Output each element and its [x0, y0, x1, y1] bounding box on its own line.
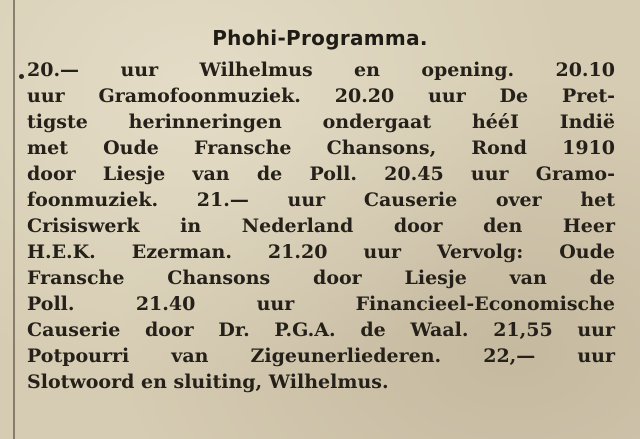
- program-line: tigste herinneringen ondergaat hééI Indië: [27, 111, 615, 133]
- article-title: Phohi-Programma.: [212, 26, 428, 50]
- program-line: Poll. 21.40 uur Financieel-Economische: [27, 293, 615, 315]
- bullet-mark: [19, 74, 24, 79]
- program-line: Crisiswerk in Nederland door den Heer: [27, 215, 615, 237]
- program-line: H.E.K. Ezerman. 21.20 uur Vervolg: Oude: [27, 241, 615, 263]
- program-line: met Oude Fransche Chansons, Rond 1910: [27, 137, 615, 159]
- program-line: door Liesje van de Poll. 20.45 uur Gramo-: [27, 163, 615, 185]
- column-rule: [13, 0, 15, 439]
- program-line: 20.— uur Wilhelmus en opening. 20.10: [27, 59, 615, 81]
- program-line: Causerie door Dr. P.G.A. de Waal. 21,55 uur: [27, 319, 615, 341]
- program-listing: [27, 57, 615, 395]
- program-line: uur Gramofoonmuziek. 20.20 uur De Pret-: [27, 85, 615, 107]
- program-line: Fransche Chansons door Liesje van de: [27, 267, 615, 289]
- program-line: foonmuziek. 21.— uur Causerie over het: [27, 189, 615, 211]
- program-line: Slotwoord en sluiting, Wilhelmus.: [27, 371, 389, 393]
- program-line: Potpourri van Zigeunerliederen. 22,— uur: [27, 345, 615, 367]
